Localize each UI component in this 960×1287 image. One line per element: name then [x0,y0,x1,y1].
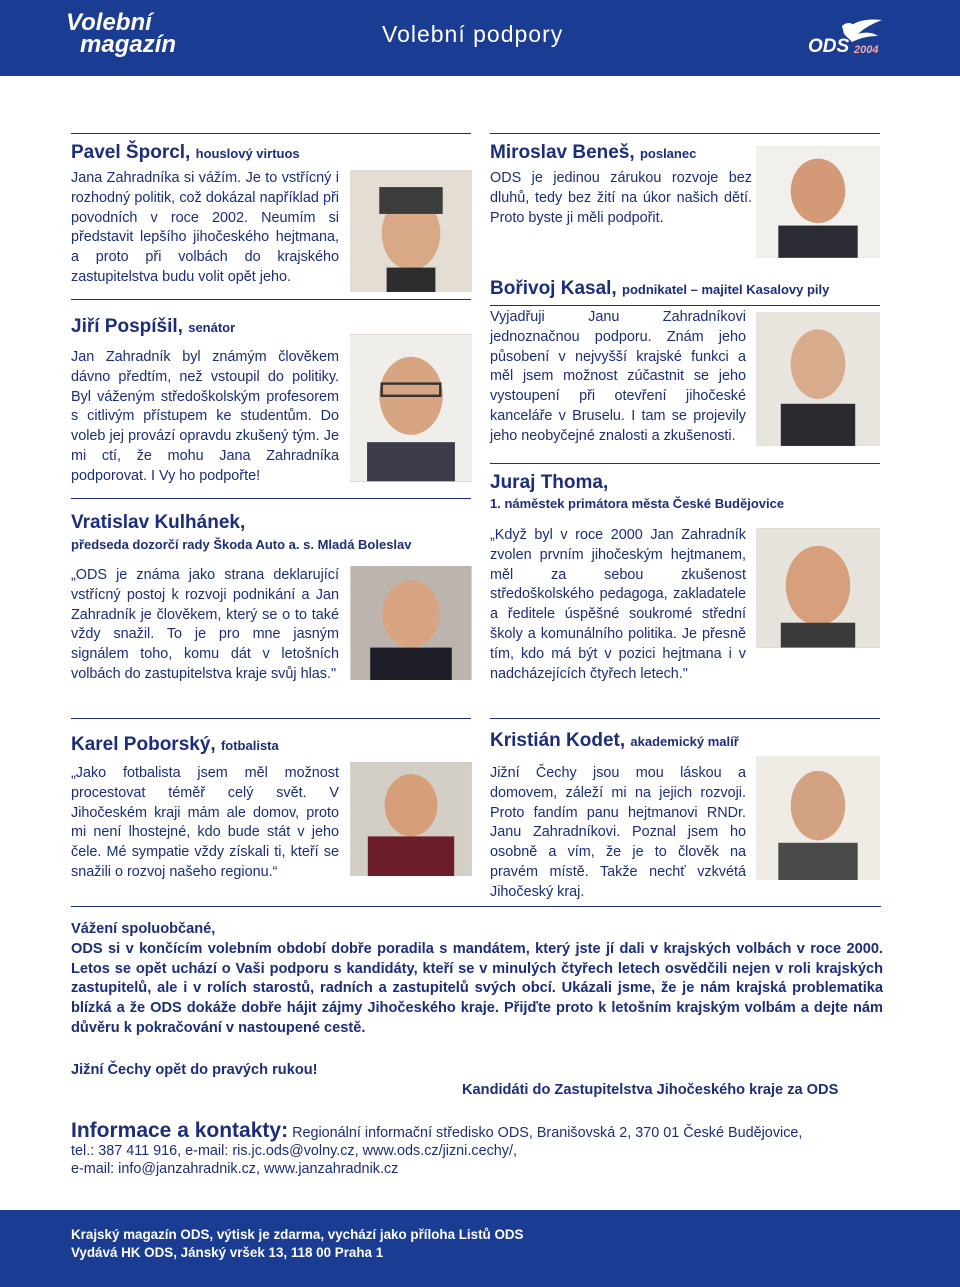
portrait-photo [350,334,472,482]
contact-heading: Informace a kontakty: [71,1119,289,1142]
endorsement-text: Jana Zahradníka si vážím. Je to vstřícný i rozhodný politik, což dokázal například při povodních v roce 2002. Neumím si představit lepšího jihočeského hejtmana, a proto při volbách do krajského zastupitelstva budu volit opět jeho. [71,170,339,285]
endorser-name [71,316,235,338]
endorsement-text: „Když byl v roce 2000 Jan Zahradník zvolen prvním jihočeským hejtmanem, měl za sebou zkušenost středoškolského pedagoga, zakladatele a ředitele úspěšné soukromé střední školy a komunálního politika. Je přesně tím, kdo má být v pozici hejtmana i v nadcházejících čtyřech letech." [490,527,746,682]
endorser-name [490,730,739,752]
endorser-name [71,734,279,756]
endorser-name [490,142,696,164]
divider [71,133,471,134]
divider [490,718,880,719]
appeal-body: ODS si v končícím volebním období dobře poradila s mandátem, který jste jí dali v krajských volbách v roce 2000. Letos se opět uchází o Vaši podporu s kandidáty, kteří se v minulých čtyřech letech osvědčili nejen v roli krajských zastupitelů, ale i v rolích starostů, radních a zastupitelů svých obcí. Ukázali jsme, že je nám krajská problematika blízká a že ODS dokáže dobře hájit zájmy Jihočeského kraje. Přijďte proto k letošním krajským volbám a dejte nám důvěru k pokračování v nastoupené cestě. [71,940,883,1036]
endorsement-text: „Jako fotbalista jsem měl možnost procestovat téměř celý svět. V Jihočeském kraji mám ale domov, proto mi není lhostejné, kdo bude stát v jeho čele. Mé sympatie vždy získali ti, kteří se snažili o rozvoj našeho regionu.“ [71,765,339,880]
divider [71,906,881,907]
portrait-photo [756,756,880,880]
logo-text: ODS [808,36,850,57]
endorsement-text: ODS je jedinou zárukou rozvoje bez dluhů, tedy bez žití na úkor našich dětí. Proto byste ji měli podpořit. [490,170,752,226]
magazine-title-line2: magazín [80,31,177,58]
contact-line2: tel.: 387 411 916, e-mail: ris.jc.ods@volny.cz, www.ods.cz/jizni.cechy/, [71,1143,517,1159]
endorsement-text: „ODS je známa jako strana deklarující vstřícný postoj k rozvoji podnikání a Jan Zahradník je člověkem, který se o to také vždy snažil. To je pro mne jasným signálem toho, komu dát v letošních volbách do zastupitelstva kraje svůj hlas." [71,567,339,682]
endorser-role: senátor [188,320,236,335]
endorser-name-text: Pavel Šporcl, [71,142,191,163]
divider [71,299,471,300]
appeal-salutation: Vážení spoluobčané, [71,921,216,937]
endorser-name-text: Kristián Kodet, [490,730,626,751]
portrait-photo [756,146,880,258]
endorsement-text: Vyjadřuji Janu Zahradníkovi jednoznačnou podporu. Znám jeho působení v nejvyšší krajské funkci a měl jsem možnost zúčastnit se jeho vystoupení při otevření jihočeské kanceláře v Bruselu. I tam se projevily jeho neobyčejné znalosti a zkušenosti. [490,309,746,444]
footer-line1: Krajský magazín ODS, výtisk je zdarma, vychází jako příloha Listů ODS [71,1227,524,1242]
endorser-role: houslový virtuos [195,146,300,161]
divider [71,718,471,719]
endorser-role: 1. náměstek primátora města České Budějovice [490,496,785,511]
contact-line1: Regionální informační středisko ODS, Branišovská 2, 370 01 České Budějovice, [292,1125,803,1141]
footer-line2: Vydává HK ODS, Jánský vršek 13, 118 00 Praha 1 [71,1245,384,1260]
endorser-role: akademický malíř [630,734,739,749]
magazine-title [66,9,177,58]
endorser-name: Juraj Thoma, [490,472,609,493]
endorser-name-text: Bořivoj Kasal, [490,278,617,299]
contact-block [71,1119,891,1178]
divider [490,133,880,134]
portrait-photo [350,170,472,292]
contact-line3: e-mail: info@janzahradnik.cz, www.janzahradnik.cz [71,1161,399,1177]
endorser-name-text: Jiří Pospíšil, [71,316,183,337]
magazine-title-line1: Volební [66,9,152,36]
endorser-role: poslanec [639,146,697,161]
logo-year: 2004 [854,44,879,56]
portrait-photo [756,312,880,446]
endorsement-text: Jan Zahradník byl známým člověkem dávno předtím, než vstoupil do politiky. Byl váženým středoškolským profesorem s citlivým přístupem ke studentům. Do voleb jej provází opravdu zkušený tým. Je mi ctí, že mohu Jana Zahradníka podporovat. I Vy ho podpořte! [71,349,339,484]
divider [71,498,471,499]
appeal-slogan: Jižní Čechy opět do pravých rukou! [71,1062,318,1078]
endorser-name [490,278,829,300]
endorser-name-text: Karel Poborský, [71,734,216,755]
endorser-name-text: Miroslav Beneš, [490,142,635,163]
endorser-role: fotbalista [220,738,279,753]
page-title: Volební podpory [382,21,564,47]
divider [490,463,880,464]
endorser-role: podnikatel – majitel Kasalovy pily [622,282,830,297]
portrait-photo [350,566,472,680]
endorser-role: předseda dozorčí rady Škoda Auto a. s. Mladá Boleslav [71,537,412,552]
appeal-block [71,920,883,1039]
divider [490,305,880,306]
appeal-signature: Kandidáti do Zastupitelstva Jihočeského kraje za ODS [462,1082,839,1098]
portrait-photo [756,528,880,648]
endorser-name: Vratislav Kulhánek, [71,512,246,533]
endorser-name [71,142,300,164]
footer-text [71,1226,523,1262]
endorsement-text: Jižní Čechy jsou mou láskou a domovem, záleží mi na jejich rozvoji. Proto fandím panu hejtmanovi RNDr. Janu Zahradníkovi. Poznal jsem ho osobně a vím, že je to člověk na pravém místě. Takže nechť vzkvétá Jihočeský kraj. [490,765,746,900]
portrait-photo [350,762,472,876]
